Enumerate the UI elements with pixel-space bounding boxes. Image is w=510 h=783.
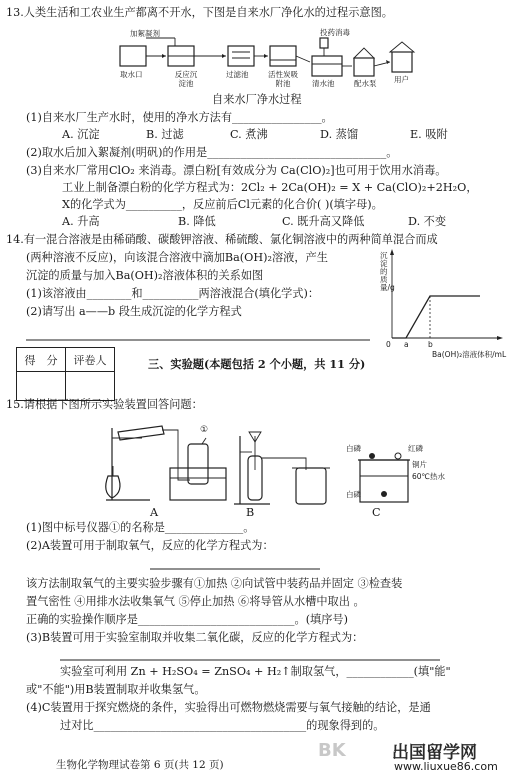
q14-part1: (1)该溶液由________和__________两溶液混合(填化学式)： [26, 287, 320, 300]
q14-line1: 14.有一混合溶液是由稀硝酸、碳酸钾溶液、稀硫酸、氯化铜溶液中的两种简单混合而成 [6, 233, 438, 246]
section3-title: 三、实验题(本题包括 2 个小题，共 11 分) [148, 357, 366, 371]
q13-part3-line3: X的化学式为__________，反应前后Cl元素的化合价( )(填字母)。 [62, 198, 383, 211]
q15-part1: (1)图中标号仪器①的名称是______________。 [26, 521, 255, 534]
q14-part2: (2)请写出 a——b 段生成沉淀的化学方程式 [26, 305, 242, 318]
page-footer: 生物化学物理试卷第 6 页(共 12 页) [56, 759, 224, 771]
q15-stem: 15.请根据下图所示实验装置回答问题： [6, 398, 203, 411]
graph-tick-b: b [428, 340, 433, 349]
q14-line3: 沉淀的质量与加入Ba(OH)₂溶液体积的关系如图 [26, 269, 264, 282]
q15-steps-line1: 该方法制取氧气的主要实验步骤有①加热 ②向试管中装药品并固定 ③检查装 [26, 577, 403, 590]
q13-option-e: E. 吸附 [410, 128, 448, 141]
apparatus-b-label: B [246, 506, 255, 519]
q13-option-c: C. 煮沸 [230, 128, 268, 141]
c-label-hot-water: 60℃热水 [412, 472, 445, 481]
label-carbon: 活性炭吸附池 [268, 70, 298, 88]
q13-p3-option-c: C. 既升高又降低 [282, 215, 365, 228]
q14-line2: (两种溶液不反应)，向该混合溶液中滴加Ba(OH)₂溶液，产生 [26, 251, 328, 264]
apparatus-c-label: C [372, 506, 381, 519]
label-pump: 配水泵 [354, 79, 377, 88]
q13-part3-line2: 工业上制备漂白粉的化学方程式为：2Cl₂ + 2Ca(OH)₂ = X + Ca(ClO)₂+2H₂O， [62, 181, 478, 194]
graph-tick-a: a [404, 340, 409, 349]
q13-part3-line1: (3)自来水厂常用ClO₂ 来消毒。漂白粉[有效成分为 Ca(ClO)₂]也可用于饮用水消毒。 [26, 164, 447, 177]
graph-ylabel: 沉淀的质量/g [380, 251, 395, 292]
q15-part3-line2: 实验室可利用 Zn + H₂SO₄ = ZnSO₄ + H₂↑制取氢气，____________(填"能" [60, 665, 451, 678]
graph-xlabel: Ba(OH)₂溶液体积/mL [432, 350, 507, 359]
score-label: 得 分 [17, 348, 66, 372]
c-label-red-p: 红磷 [408, 444, 423, 453]
label-intake: 取水口 [120, 70, 143, 79]
watermark-bk: BK [318, 740, 346, 761]
label-clean-tank: 清水池 [312, 79, 335, 88]
label-user: 用户 [394, 75, 409, 84]
apparatus-a-label: A [150, 506, 159, 519]
q13-part1: (1)自来水厂生产水时，使用的净水方法有________________。 [26, 111, 333, 124]
diagram-caption: 自来水厂净水过程 [212, 93, 302, 106]
c-label-white-p: 白磷 [346, 444, 361, 453]
q15-part3: (3)B装置可用于实验室制取并收集二氧化碳，反应的化学方程式为： [26, 631, 364, 644]
watermark-url: www.liuxue86.com [394, 760, 498, 773]
q13-part2: (2)取水后加入絮凝剂(明矾)的作用是________________________________。 [26, 146, 398, 159]
q13-option-b: B. 过滤 [146, 128, 184, 141]
graph-tick-0: 0 [386, 340, 391, 349]
label-flocculant: 加絮凝剂 [130, 29, 160, 38]
q15-part4-line2: 过对比______________________________________的现象得到的。 [60, 719, 385, 732]
q13-p3-option-b: B. 降低 [178, 215, 216, 228]
q13-option-d: D. 蒸馏 [320, 128, 359, 141]
q15-part4-line1: (4)C装置用于探究燃烧的条件，实验得出可燃物燃烧需要与氧气接触的结论，是通 [26, 701, 431, 714]
label-reaction-tank: 反应沉淀池 [174, 70, 198, 88]
label-disinfection: 投药消毒 [320, 28, 350, 37]
q13-stem: 13.人类生活和工农业生产都离不开水，下图是自来水厂净化水的过程示意图。 [6, 6, 393, 19]
q15-steps-line2: 置气密性 ④用排水法收集氧气 ⑤停止加热 ⑥将导管从水槽中取出 。 [26, 595, 365, 608]
apparatus-marker-1: ① [200, 425, 209, 435]
q13-option-a: A. 沉淀 [62, 128, 100, 141]
grader-label: 评卷人 [66, 348, 115, 372]
c-label-copper: 铜片 [412, 460, 427, 469]
q15-order: 正确的实验操作顺序是____________________________。(填序号) [26, 613, 348, 626]
label-filter: 过滤池 [226, 70, 249, 79]
watermark-title: 出国留学网 [392, 743, 477, 763]
c-label-white-p-2: 白磷 [346, 490, 361, 499]
q13-p3-option-a: A. 升高 [62, 215, 100, 228]
q15-part3-line3: 或"不能")用B装置制取并收集氢气。 [26, 683, 206, 696]
q15-part2: (2)A装置可用于制取氧气，反应的化学方程式为： [26, 539, 274, 552]
q13-p3-option-d: D. 不变 [408, 215, 447, 228]
